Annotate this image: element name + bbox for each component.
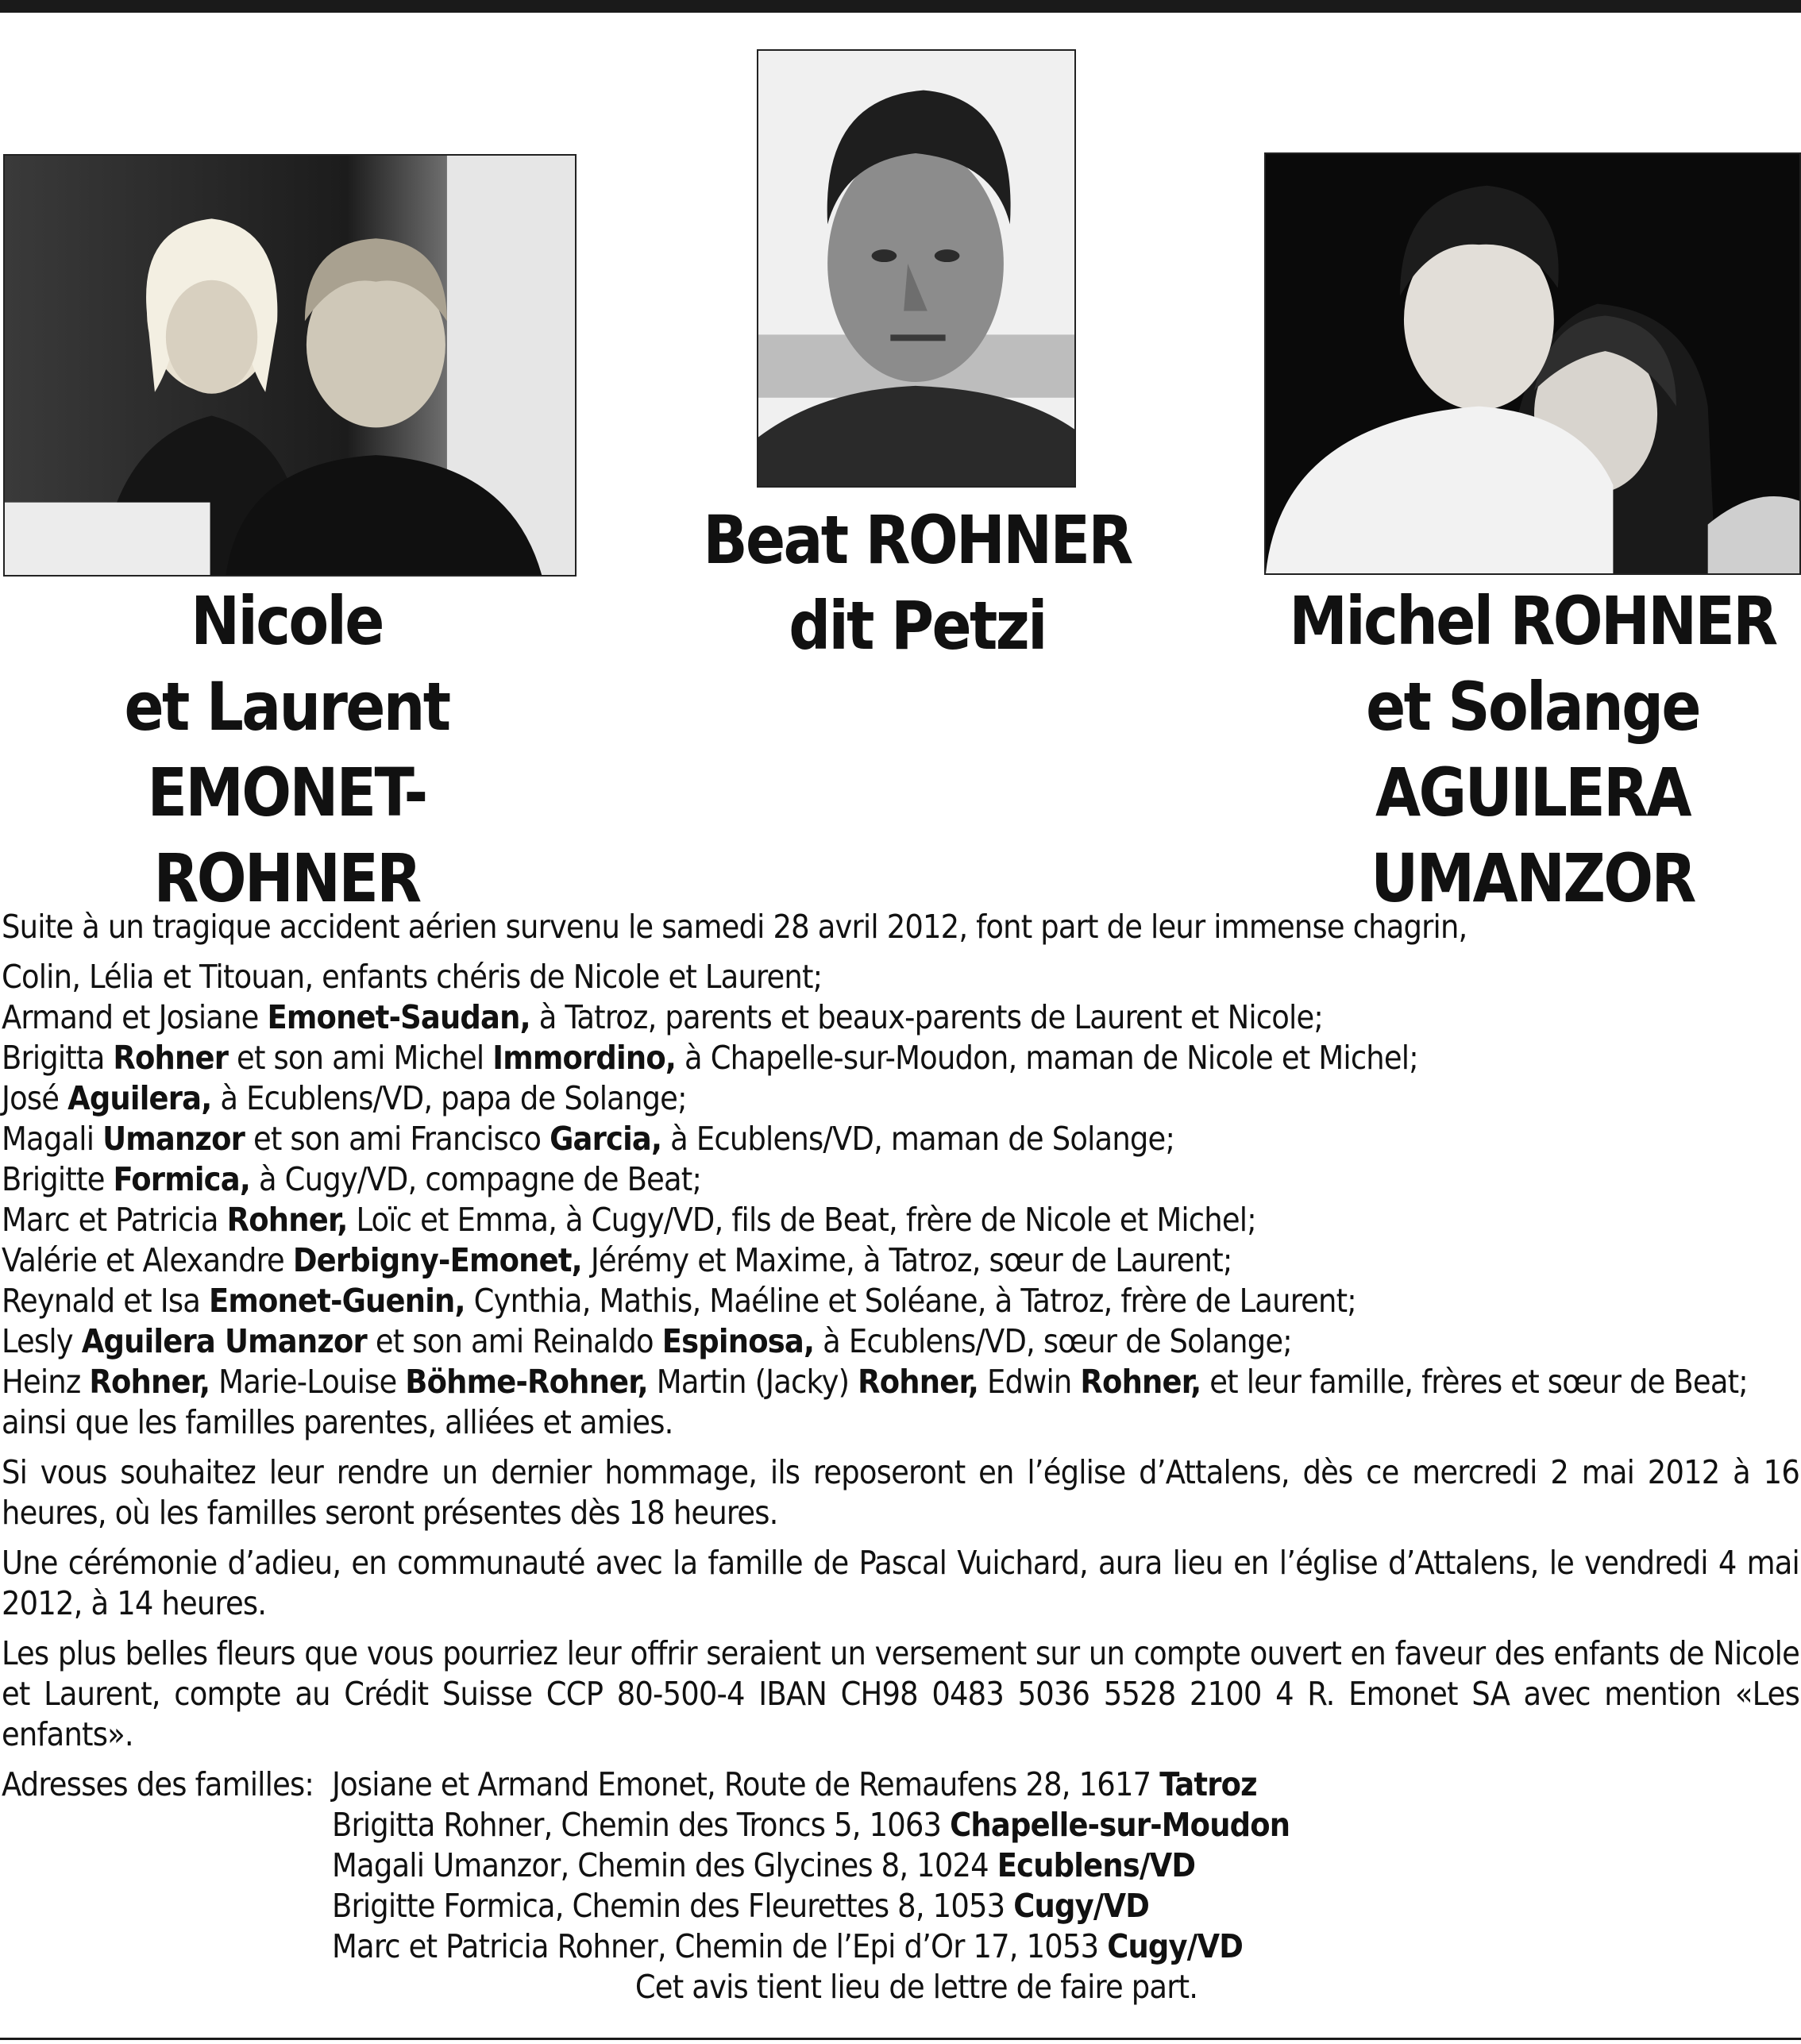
family-text: à Ecublens/VD, maman de Solange; — [661, 1120, 1175, 1158]
family-text: Marc et Patricia — [2, 1201, 227, 1239]
family-text: Magali — [2, 1120, 103, 1158]
addresses-block — [2, 1764, 1799, 1967]
family-text: Lesly — [2, 1322, 82, 1360]
family-text: Colin, Lélia et Titouan, enfants chéris de Nicole et Laurent; — [2, 958, 823, 996]
address-text: Marc et Patricia Rohner, Chemin de l’Epi d’Or 17, 1053 — [332, 1927, 1108, 1965]
address-text: Magali Umanzor, Chemin des Glycines 8, 1024 — [332, 1846, 997, 1884]
family-line — [2, 957, 1799, 997]
family-text: Jérémy et Maxime, à Tatroz, sœur de Laurent; — [581, 1241, 1232, 1279]
address-city: Cugy/VD — [1107, 1927, 1244, 1965]
name-line: et Laurent — [124, 668, 449, 746]
family-text: Armand et Josiane — [2, 998, 268, 1036]
family-text: à Cugy/VD, compagne de Beat; — [250, 1160, 702, 1198]
name-line: Beat ROHNER — [703, 501, 1132, 579]
fleurs-paragraph: Les plus belles fleurs que vous pourriez leur offrir seraient un versement sur un compte ouvert en faveur des enfants de Nicole et Laurent, compte au Crédit Suisse CCP 80-500-4 IBAN CH98 0483 5036 5528 2100 4 R. Emonet SA avec mention «Les enfants». — [2, 1634, 1799, 1753]
address-line — [332, 1845, 1799, 1886]
family-text: et son ami Michel — [228, 1039, 493, 1077]
family-name-bold: Formica, — [113, 1160, 251, 1198]
address-line — [332, 1886, 1799, 1926]
family-name-bold: Rohner, — [89, 1363, 210, 1401]
family-line — [2, 1119, 1799, 1159]
family-line — [2, 1402, 1799, 1443]
family-line — [2, 1362, 1799, 1402]
couple-photo-michel-solange-icon — [1264, 152, 1801, 575]
family-name-bold: Emonet-Guenin, — [208, 1282, 465, 1320]
family-text: José — [2, 1079, 68, 1117]
address-text: Josiane et Armand Emonet, Route de Remaufens 28, 1617 — [332, 1765, 1160, 1803]
intro-paragraph: Suite à un tragique accident aérien survenu le samedi 28 avril 2012, font part de leur immense chagrin, — [2, 908, 1467, 946]
family-text: Reynald et Isa — [2, 1282, 209, 1320]
top-rule — [0, 0, 1801, 13]
addresses-label: Adresses des familles: — [2, 1765, 314, 1803]
family-text: et son ami Francisco — [245, 1120, 550, 1158]
family-line — [2, 1240, 1799, 1281]
family-text: Brigitta — [2, 1039, 114, 1077]
family-name-bold: Emonet-Saudan, — [267, 998, 530, 1036]
family-name-bold: Derbigny-Emonet, — [292, 1241, 582, 1279]
bottom-rule — [0, 2038, 1801, 2040]
family-name-bold: Böhme-Rohner, — [405, 1363, 648, 1401]
family-text: Brigitte — [2, 1160, 114, 1198]
family-line — [2, 1159, 1799, 1200]
address-city: Chapelle-sur-Moudon — [950, 1806, 1290, 1844]
family-text: à Ecublens/VD, papa de Solange; — [211, 1079, 687, 1117]
address-city: Tatroz — [1159, 1765, 1257, 1803]
address-line — [332, 1926, 1799, 1967]
family-line — [2, 1200, 1799, 1240]
family-text: ainsi que les familles parentes, alliées et amies. — [2, 1403, 673, 1441]
family-line — [2, 997, 1799, 1038]
name-line: AGUILERA UMANZOR — [1371, 754, 1695, 917]
family-name-bold: Aguilera Umanzor — [81, 1322, 367, 1360]
address-city: Cugy/VD — [1013, 1887, 1150, 1925]
family-line — [2, 1038, 1799, 1078]
name-line: dit Petzi — [789, 587, 1046, 665]
name-line: Nicole — [191, 582, 383, 660]
family-text: Heinz — [2, 1363, 90, 1401]
address-line — [332, 1805, 1799, 1845]
family-text: à Tatroz, parents et beaux-parents de Laurent et Nicole; — [530, 998, 1324, 1036]
family-list — [2, 957, 1799, 1443]
family-text: Cynthia, Mathis, Maéline et Soléane, à Tatroz, frère de Laurent; — [465, 1282, 1356, 1320]
ceremonie-paragraph: Une cérémonie d’adieu, en communauté avec la famille de Pascal Vuichard, aura lieu en l’église d’Attalens, le vendredi 4 mai 2012, à 14 heures. — [2, 1544, 1799, 1622]
family-text: et son ami Reinaldo — [366, 1322, 662, 1360]
name-block-middle — [690, 497, 1144, 669]
family-text: Valérie et Alexandre — [2, 1241, 293, 1279]
address-city: Ecublens/VD — [997, 1846, 1196, 1884]
family-name-bold: Aguilera, — [67, 1079, 212, 1117]
family-text: Martin (Jacky) — [647, 1363, 858, 1401]
family-name-bold: Umanzor — [102, 1120, 245, 1158]
family-line — [2, 1281, 1799, 1321]
family-name-bold: Garcia, — [550, 1120, 662, 1158]
name-block-left — [34, 578, 538, 921]
family-text: et leur famille, frères et sœur de Beat; — [1201, 1363, 1748, 1401]
family-name-bold: Rohner, — [226, 1201, 348, 1239]
couple-photo-nicole-laurent-icon — [3, 154, 577, 577]
family-name-bold: Espinosa, — [661, 1322, 815, 1360]
family-text: Edwin — [978, 1363, 1081, 1401]
name-block-right — [1274, 578, 1791, 921]
closing-line: Cet avis tient lieu de lettre de faire part. — [634, 1968, 1198, 2006]
name-line: et Solange — [1366, 668, 1699, 746]
family-line — [2, 1078, 1799, 1119]
family-line — [2, 1321, 1799, 1362]
family-name-bold: Rohner — [113, 1039, 229, 1077]
addresses-list — [332, 1764, 1799, 1967]
address-text: Brigitte Formica, Chemin des Fleurettes 8, 1053 — [332, 1887, 1014, 1925]
address-line — [332, 1764, 1799, 1805]
hommage-paragraph: Si vous souhaitez leur rendre un dernier hommage, ils reposeront en l’église d’Attalens, dès ce mercredi 2 mai 2012 à 16 heures, où les familles seront présentes dès 18 heures. — [2, 1453, 1799, 1532]
name-line: Michel ROHNER — [1289, 582, 1776, 660]
family-text: Loïc et Emma, à Cugy/VD, fils de Beat, frère de Nicole et Michel; — [347, 1201, 1256, 1239]
family-name-bold: Rohner, — [858, 1363, 979, 1401]
address-text: Brigitta Rohner, Chemin des Troncs 5, 1063 — [332, 1806, 951, 1844]
family-text: à Ecublens/VD, sœur de Solange; — [814, 1322, 1292, 1360]
family-text: Marie-Louise — [210, 1363, 406, 1401]
family-text: à Chapelle-sur-Moudon, maman de Nicole et Michel; — [676, 1039, 1418, 1077]
notice-body — [2, 907, 1799, 2007]
portrait-photo-beat-icon — [757, 49, 1076, 488]
name-line: EMONET-ROHNER — [147, 754, 426, 917]
family-name-bold: Rohner, — [1080, 1363, 1201, 1401]
family-name-bold: Immordino, — [492, 1039, 677, 1077]
